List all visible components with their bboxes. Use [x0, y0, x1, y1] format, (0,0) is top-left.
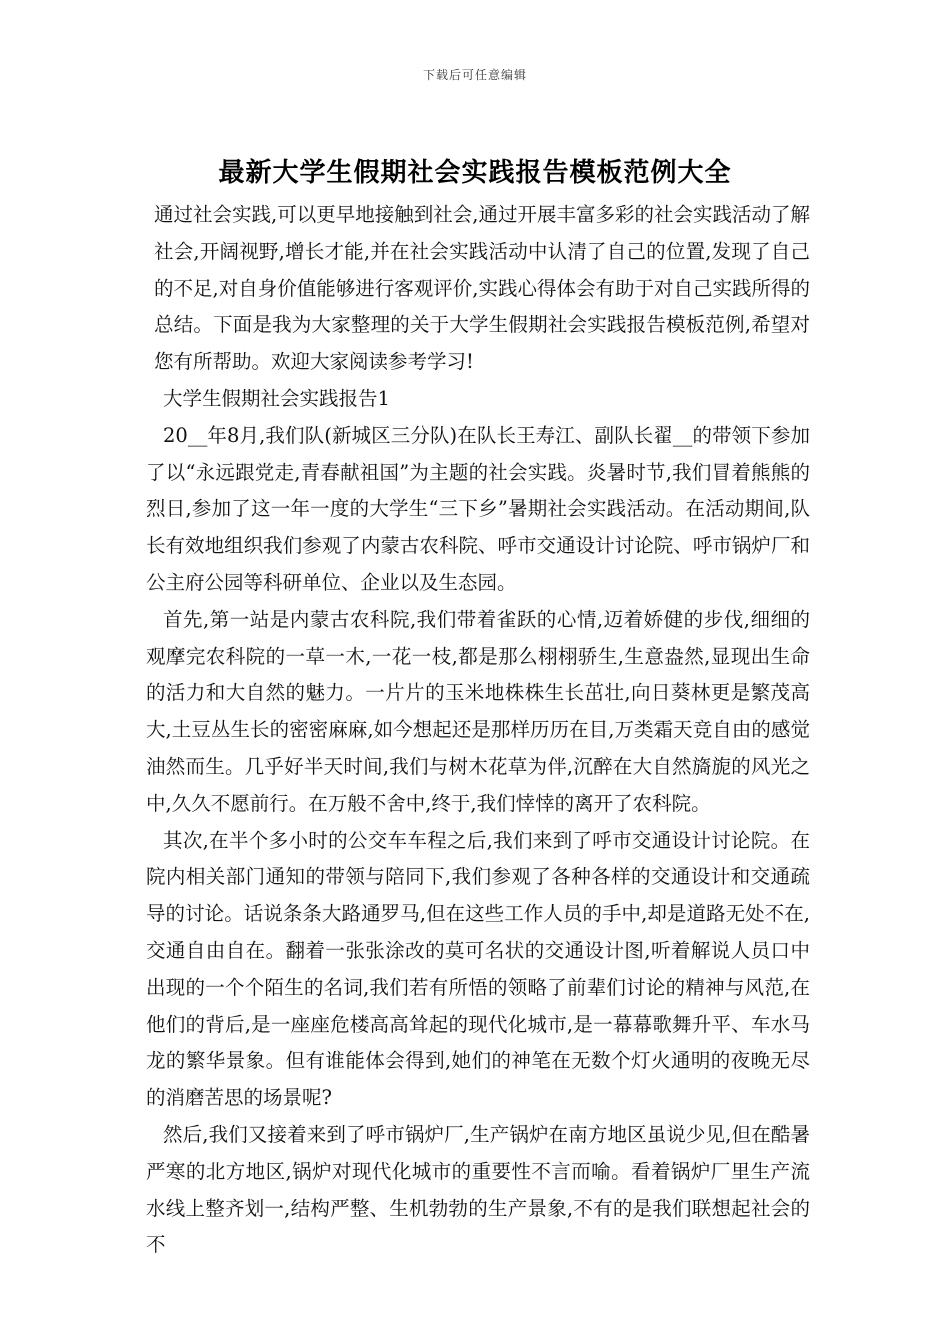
- paragraph-intro: 通过社会实践,可以更早地接触到社会,通过开展丰富多彩的社会实践活动了解社会,开阔视野,增长才能,并在社会实践活动中认清了自己的位置,发现了自己的不足,对自身价值能够进行客观评价,实践心得体会有助于对自己实践所得的总结。下面是我为大家整理的关于大学生假期社会实践报告模板范例,希望对您有所帮助。欢迎大家阅读参考学习!: [154, 203, 810, 374]
- document-title: 最新大学生假期社会实践报告模板范例大全: [218, 158, 732, 188]
- document-body: [146, 197, 810, 1264]
- paragraph: 其次,在半个多小时的公交车车程之后,我们来到了呼市交通设计讨论院。在院内相关部门通知的带领与陪同下,我们参观了各种各样的交通设计和交通疏导的讨论。话说条条大路通罗马,但在这些工作人员的手中,却是道路无处不在,交通自由自在。翻着一张张涂改的莫可名状的交通设计图,听着解说人员口中出现的一个个陌生的名词,我们若有所悟的领略了前辈们讨论的精神与风范,在他们的背后,是一座座危楼高高耸起的现代化城市,是一幕幕歌舞升平、车水马龙的繁华景象。但有谁能体会得到,她们的神笔在无数个灯火通明的夜晚无尽的消磨苦思的场景呢?: [146, 828, 810, 1110]
- section-heading: 大学生假期社会实践报告1: [163, 386, 390, 410]
- paragraph: 首先,第一站是内蒙古农科院,我们带着雀跃的心情,迈着娇健的步伐,细细的观摩完农科院的一草一木,一花一枝,都是那么栩栩骄生,生意盎然,显现出生命的活力和大自然的魅力。一片片的玉米地株株生长茁壮,向日葵林更是繁茂高大,土豆丛生长的密密麻麻,如今想起还是那样历历在目,万类霜天竞自由的感觉油然而生。几乎好半天时间,我们与树木花草为伴,沉醉在大自然旖旎的风光之中,久久不愿前行。在万般不舍中,终于,我们悻悻的离开了农科院。: [146, 607, 810, 815]
- header-note: 下载后可任意编辑: [422, 68, 527, 82]
- paragraph: 然后,我们又接着来到了呼市锅炉厂,生产锅炉在南方地区虽说少见,但在酷暑严寒的北方地区,锅炉对现代化城市的重要性不言而喻。看着锅炉厂里生产流水线上整齐划一,结构严整、生机勃勃的生产景象,不有的是我们联想起社会的不: [146, 1122, 810, 1257]
- paragraph: 20__年8月,我们队(新城区三分队)在队长王寿江、副队长翟__的带领下参加了以“永远跟党走,青春献祖国”为主题的社会实践。炎暑时节,我们冒着熊熊的烈日,参加了这一年一度的大学生“三下乡”暑期社会实践活动。在活动期间,队长有效地组织我们参观了内蒙古农科院、呼市交通设计讨论院、呼市锅炉厂和公主府公园等科研单位、企业以及生态园。: [146, 423, 810, 594]
